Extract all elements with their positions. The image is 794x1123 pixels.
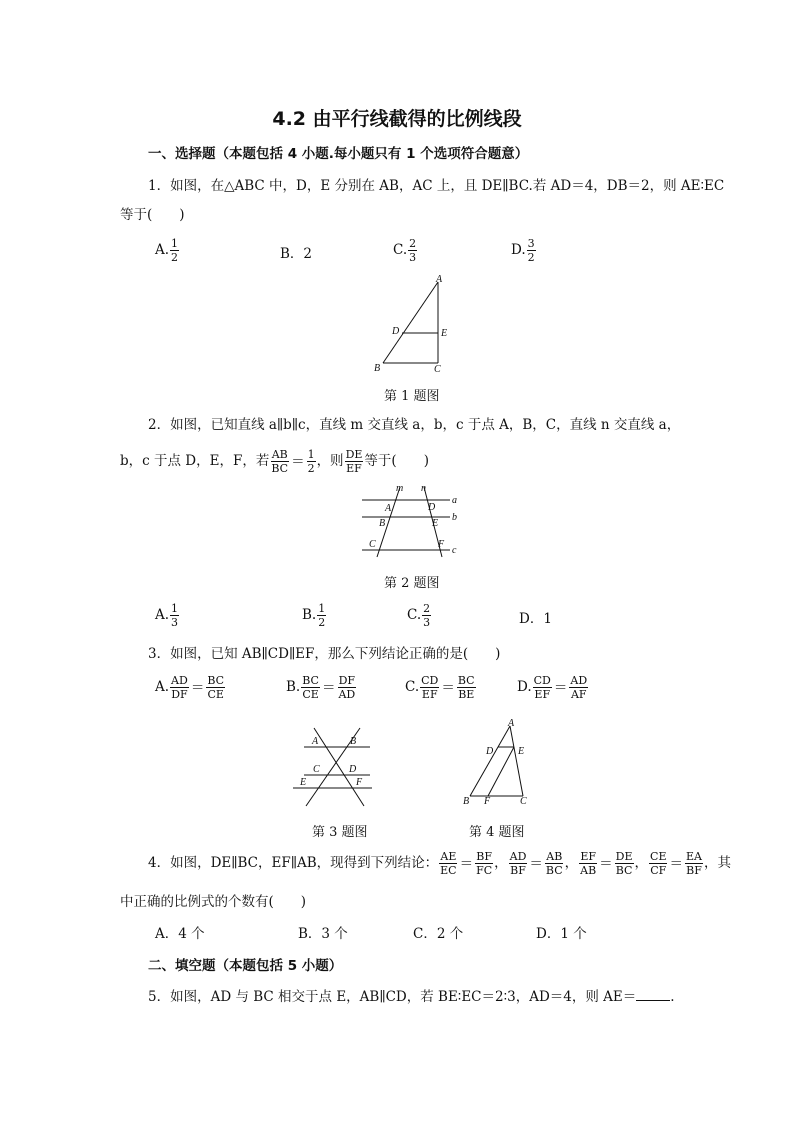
figure-3-caption: 第 3 题图 [312,825,368,840]
fraction: $\frac{AD}{AF}$ [570,674,588,701]
label-E: E [518,746,525,757]
label-F: F [438,539,445,550]
label-B: B [350,736,357,747]
label-B: B [463,796,470,807]
fraction: $\frac{EA}{BF}$ [685,850,702,877]
label-c: c [452,545,457,556]
label-E: E [432,518,439,529]
fraction: $\frac{DE}{BC}$ [615,850,633,877]
q3-option-b[interactable]: B. $\frac{BC}{CE}$ ＝ $\frac{DF}{AD}$ [286,674,356,701]
figure-1-caption: 第 1 题图 [384,389,440,404]
fraction: $\frac{2}{3}$ [409,237,417,264]
q4-option-d[interactable]: D．1 个 [536,926,587,942]
fraction: $\frac{AB}{BC}$ [271,448,289,475]
fraction: $\frac{BC}{CE}$ [207,674,225,701]
fraction: $\frac{1}{3}$ [171,602,179,629]
label-D: D [349,764,357,775]
q4-option-a[interactable]: A．4 个 [155,926,205,942]
label-D: D [486,746,494,757]
figure-3-crossing-lines [290,720,380,810]
fraction: $\frac{1}{2}$ [318,602,326,629]
fraction: $\frac{AD}{BF}$ [509,850,527,877]
fraction: $\frac{CE}{CF}$ [650,850,667,877]
q2-option-c[interactable] [407,602,432,629]
figure-2-parallel-lines [360,481,470,561]
page-title: 4.2 由平行线截得的比例线段 [272,108,522,130]
q2-option-b[interactable] [302,602,327,629]
fraction: $\frac{2}{3}$ [423,602,431,629]
section-heading-choice: 一、选择题（本题包括 4 小题.每小题只有 1 个选项符合题意） [148,146,529,162]
label-A: A [436,274,443,285]
label-E: E [441,328,448,339]
option-label: B. [302,607,317,623]
label-m: m [396,483,404,494]
option-label: C. [393,242,408,258]
option-label: A. [155,607,170,623]
fraction: $\frac{CD}{EF}$ [533,674,551,701]
q1-option-d[interactable] [511,237,537,264]
label-E: E [300,777,307,788]
fraction: $\frac{CD}{EF}$ [421,674,439,701]
fraction: $\frac{1}{2}$ [171,237,179,264]
fraction: $\frac{AB}{BC}$ [545,850,563,877]
label-B: B [374,363,381,374]
fraction: $\frac{DF}{AD}$ [338,674,356,701]
q3-option-a[interactable]: A. $\frac{AD}{DF}$ ＝ $\frac{BC}{CE}$ [155,674,225,701]
option-label: D. [511,242,526,258]
fraction: $\frac{1}{2}$ [307,448,315,475]
label-A: A [508,718,515,729]
figure-4-triangle [460,716,540,816]
label-A: A [385,503,392,514]
option-label: C. [407,607,422,623]
label-D: D [428,502,436,513]
label-C: C [313,764,320,775]
fraction: $\frac{BC}{CE}$ [302,674,319,701]
q1-option-b[interactable]: B．2 [280,246,313,262]
q1-option-a[interactable] [155,237,180,264]
figure-4-caption: 第 4 题图 [469,825,525,840]
q1-option-c[interactable] [393,237,418,264]
option-label: A. [155,242,170,258]
label-F: F [484,796,491,807]
label-n: n [421,483,426,494]
question-4-line-2: 中正确的比例式的个数有( ) [120,894,307,910]
question-4-line-1: 4．如图，DE∥BC，EF∥AB，现得到下列结论： $\frac{AE}{EC}$ ＝ $\frac{BF}{FC}$ ， $\frac{AD}{BF}$ ＝ $\frac{AB}{BC}$ ， $\frac{EF}{AB}$ ＝ $\frac{DE}{BC}$ ， $\frac{CE}{CF}$ ＝ $\frac{EA}{BF}$ ，其 [148,850,731,877]
q4-option-b[interactable]: B．3 个 [298,926,348,942]
fraction: $\frac{BC}{BE}$ [457,674,475,701]
fraction: $\frac{AE}{EC}$ [440,850,457,877]
figure-2-caption: 第 2 题图 [384,576,440,591]
q2-option-a[interactable] [155,602,180,629]
label-F: F [356,777,363,788]
q4-option-c[interactable]: C．2 个 [413,926,464,942]
label-C: C [434,364,441,375]
answer-blank[interactable] [636,988,670,1001]
q3-option-d[interactable]: D. $\frac{CD}{EF}$ ＝ $\frac{AD}{AF}$ [517,674,588,701]
fraction: $\frac{3}{2}$ [527,237,535,264]
label-b: b [452,512,457,523]
label-a: a [452,495,457,506]
fraction: $\frac{BF}{FC}$ [476,850,493,877]
question-2-line-2: b，c 于点 D，E，F，若 $\frac{AB}{BC}$ ＝ $\frac{1}{2}$ ，则 $\frac{DE}{EF}$ 等于( ) [120,448,429,475]
question-1-line-1: 1．如图，在△ABC 中，D，E 分别在 AB，AC 上，且 DE∥BC.若 AD＝4，DB＝2，则 AE∶EC [148,178,725,194]
label-B: B [379,518,386,529]
label-C: C [520,796,527,807]
fraction: $\frac{EF}{AB}$ [580,850,597,877]
label-D: D [392,326,400,337]
figure-1-triangle [370,276,460,376]
section-heading-fill: 二、填空题（本题包括 5 小题） [148,958,343,974]
fraction: $\frac{DE}{EF}$ [345,448,363,475]
label-C: C [369,539,376,550]
question-3-line-1: 3．如图，已知 AB∥CD∥EF，那么下列结论正确的是( ) [148,646,501,662]
question-1-line-2: 等于( ) [120,207,185,223]
q3-option-c[interactable]: C. $\frac{CD}{EF}$ ＝ $\frac{BC}{BE}$ [405,674,475,701]
question-2-line-1: 2．如图，已知直线 a∥b∥c，直线 m 交直线 a，b，c 于点 A，B，C，直线 n 交直线 a， [148,417,681,433]
question-5-line-1: 5．如图，AD 与 BC 相交于点 E，AB∥CD，若 BE∶EC＝2∶3，AD＝4，则 AE＝ . [148,989,675,1005]
q2-option-d[interactable]: D．1 [519,611,552,627]
label-A: A [312,736,319,747]
fraction: $\frac{AD}{DF}$ [171,674,188,701]
